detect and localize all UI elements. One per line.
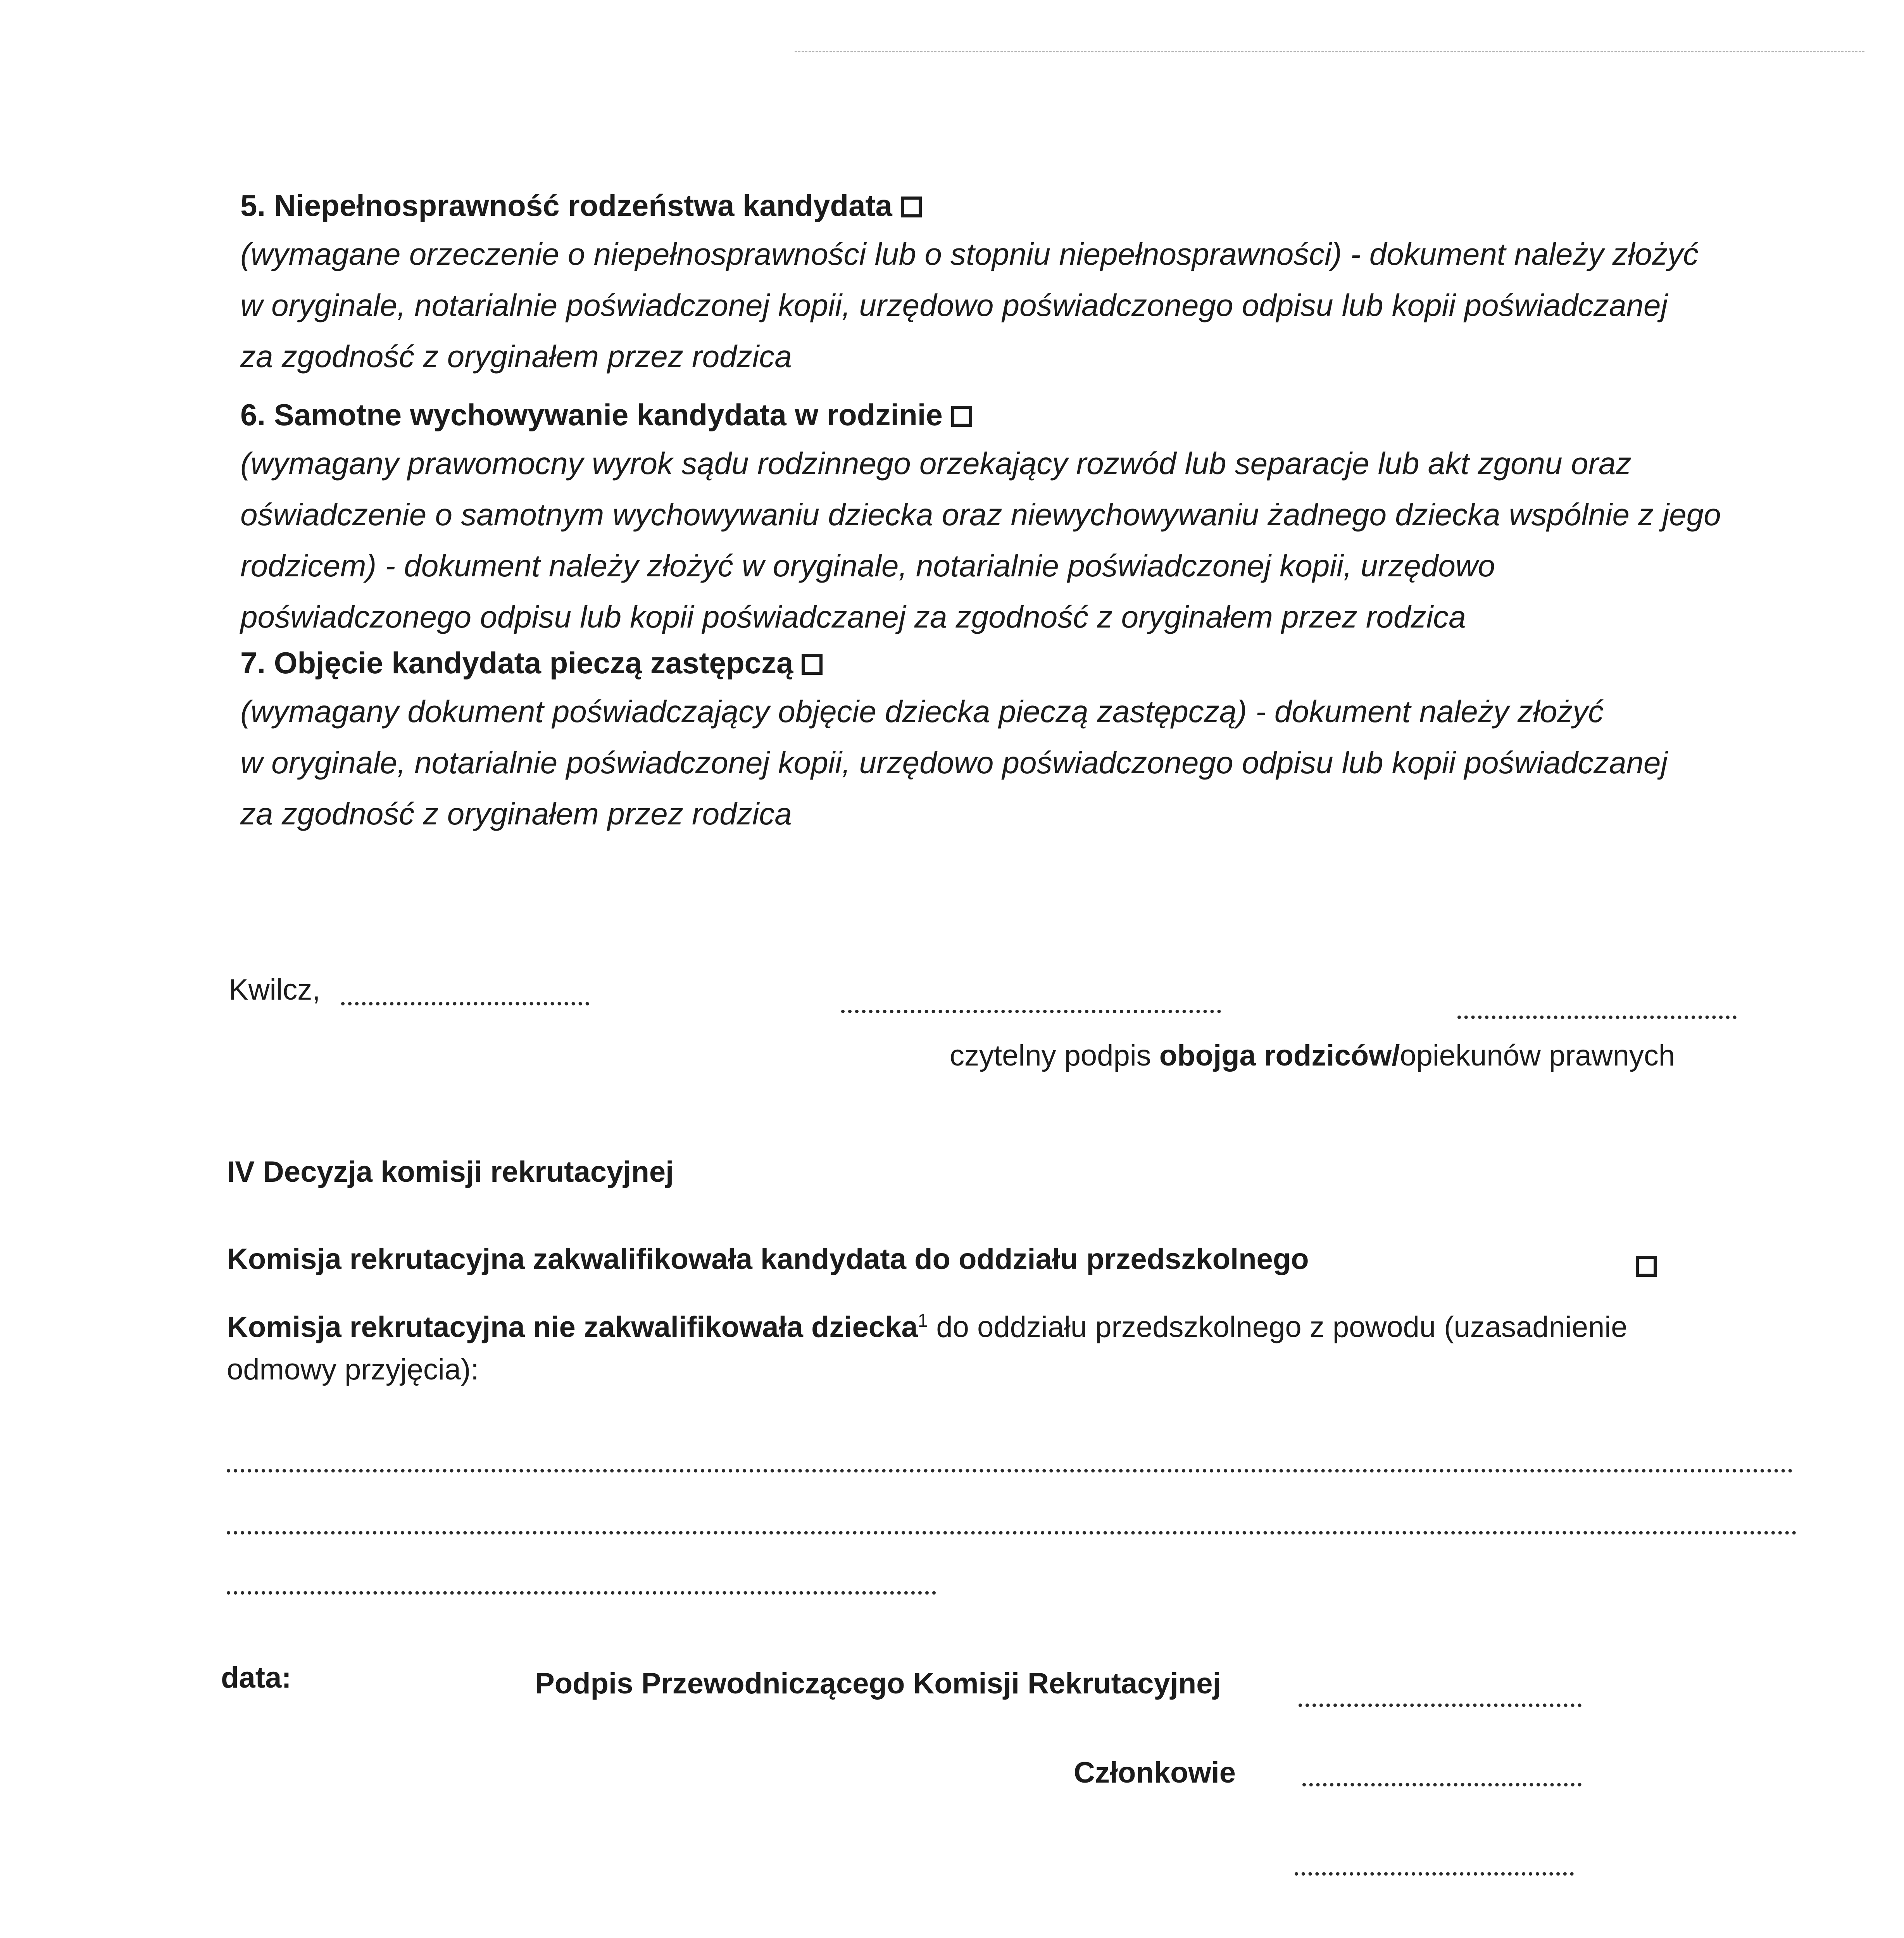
criterion-6-checkbox[interactable] <box>951 406 972 427</box>
member-signature-dotted-field[interactable] <box>1302 1783 1581 1786</box>
justification-dotted-line[interactable] <box>227 1591 936 1595</box>
description-line: za zgodność z oryginałem przez rodzica <box>240 797 792 831</box>
criterion-5 <box>240 182 1837 382</box>
chair-signature-label: Podpis Przewodniczącego Komisji Rekrutacyjnej <box>535 1667 1221 1700</box>
chair-signature-dotted-field[interactable] <box>1299 1704 1581 1707</box>
description-line: (wymagany prawomocny wyrok sądu rodzinnego orzekający rozwód lub separacje lub akt zgonu oraz <box>240 446 1632 481</box>
description-line: (wymagane orzeczenie o niepełnosprawności lub o stopniu niepełnosprawności) - dokument należy złożyć <box>240 237 1699 271</box>
parent-signature-2-dotted-field[interactable] <box>1457 1016 1737 1019</box>
justification-dotted-line[interactable] <box>227 1469 1793 1472</box>
scan-edge-top <box>795 51 1864 52</box>
place-label: Kwilcz, <box>229 973 321 1006</box>
description-line: rodzicem) - dokument należy złożyć w oryginale, notarialnie poświadczonej kopii, urzędowo <box>240 548 1495 583</box>
description-line: w oryginale, notarialnie poświadczonej kopii, urzędowo poświadczonego odpisu lub kopii poświadczanej <box>240 288 1668 322</box>
section-heading: IV Decyzja komisji rekrutacyjnej <box>227 1155 674 1188</box>
criterion-description <box>240 438 1837 643</box>
parent-signature-dotted-field[interactable] <box>841 1010 1221 1013</box>
criterion-5-checkbox[interactable] <box>901 197 922 217</box>
description-line: poświadczonego odpisu lub kopii poświadczanej za zgodność z oryginałem przez rodzica <box>240 600 1466 634</box>
qualified-statement: Komisja rekrutacyjna zakwalifikowała kandydata do oddziału przedszkolnego <box>227 1243 1309 1276</box>
place-date-dotted-field[interactable] <box>341 1002 589 1005</box>
justification-dotted-line[interactable] <box>227 1531 1797 1535</box>
description-line: (wymagany dokument poświadczający objęcie dziecka pieczą zastępczą) - dokument należy złożyć <box>240 694 1604 729</box>
description-line: oświadczenie o samotnym wychowywaniu dziecka oraz niewychowywaniu żadnego dziecka wspólnie z jego <box>240 497 1721 532</box>
criterion-title: 5. Niepełnosprawność rodzeństwa kandydata <box>240 182 1837 229</box>
criterion-7-checkbox[interactable] <box>802 654 823 675</box>
criterion-description <box>240 686 1837 840</box>
signature-caption: czytelny podpis obojga rodziców/opiekunów prawnych <box>950 1039 1675 1072</box>
member-signature-dotted-field[interactable] <box>1295 1872 1574 1876</box>
criterion-description <box>240 229 1837 382</box>
criterion-title: 6. Samotne wychowywanie kandydata w rodzinie <box>240 391 1837 438</box>
description-line: za zgodność z oryginałem przez rodzica <box>240 339 792 374</box>
members-label: Członkowie <box>1074 1756 1236 1789</box>
not-qualified-statement-line2: odmowy przyjęcia): <box>227 1353 479 1386</box>
date-label: data: <box>221 1661 291 1694</box>
criterion-6 <box>240 391 1837 643</box>
criterion-title: 7. Objęcie kandydata pieczą zastępczą <box>240 640 1837 686</box>
description-line: w oryginale, notarialnie poświadczonej kopii, urzędowo poświadczonego odpisu lub kopii poświadczanej <box>240 745 1668 780</box>
criterion-7 <box>240 640 1837 840</box>
not-qualified-statement: Komisja rekrutacyjna nie zakwalifikowała dziecka$^1$ do oddziału przedszkolnego z powodu (uzasadnienie <box>227 1310 1628 1344</box>
qualified-checkbox[interactable] <box>1636 1256 1657 1277</box>
